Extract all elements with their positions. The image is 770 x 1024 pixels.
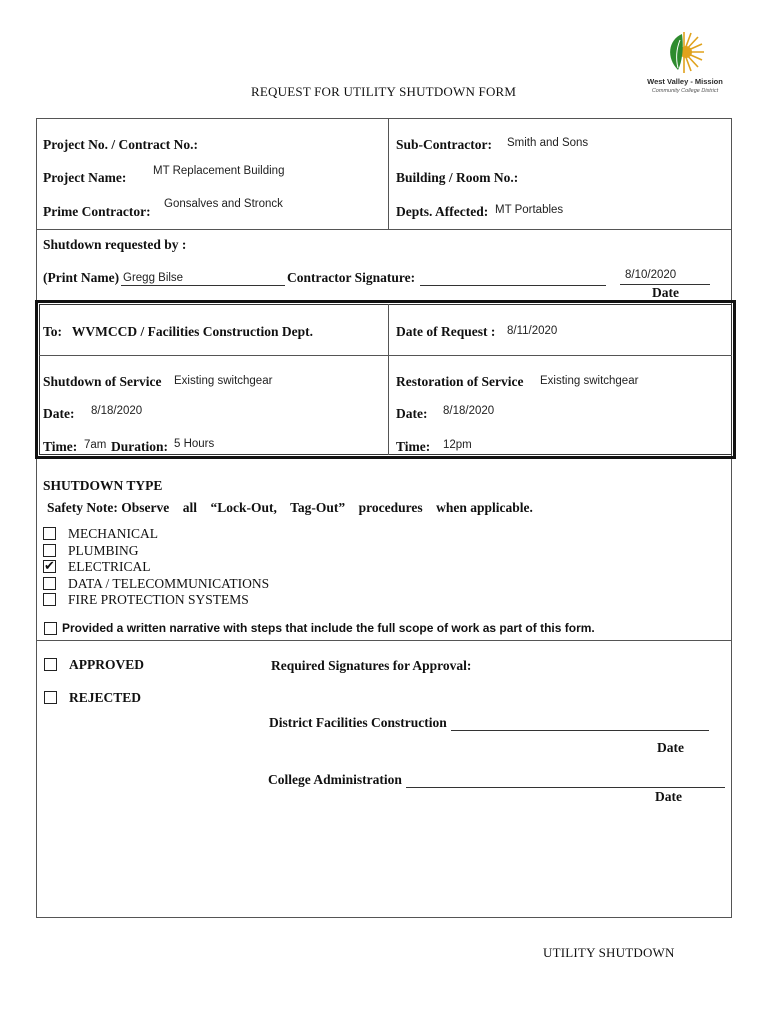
prime-contractor-value[interactable]: Gonsalves and Stronck [164,198,283,210]
mechanical-checkbox[interactable] [43,527,56,540]
shutdown-type-plumbing[interactable] [43,543,303,560]
duration-label: Duration: [111,439,168,454]
subcontractor-label: Sub-Contractor: [396,137,492,152]
restoration-date-label: Date: [396,406,428,421]
shutdown-type-electrical[interactable] [43,559,303,576]
district-logo [640,32,730,98]
narrative-checkbox[interactable] [44,622,57,635]
shutdown-time-value[interactable]: 7am [84,439,107,451]
rejected-checkbox[interactable] [44,691,57,704]
district-facilities-signature-line[interactable] [451,730,709,731]
shutdown-date-label: Date: [43,406,75,421]
approved-label: APPROVED [69,657,144,672]
data-telecom-checkbox[interactable] [43,577,56,590]
contractor-signature-label: Contractor Signature: [287,270,416,285]
shutdown-time-label: Time: [43,439,78,454]
restoration-date-value[interactable]: 8/18/2020 [443,405,495,417]
building-room-label: Building / Room No.: [396,170,519,185]
signature-date-value[interactable]: 8/10/2020 [625,269,677,281]
fire-protection-label: FIRE PROTECTION SYSTEMS [68,592,249,607]
plumbing-label: PLUMBING [68,542,139,558]
district-facilities-date-label: Date [657,740,684,755]
print-name-value[interactable]: Gregg Bilse [123,272,184,284]
leaf-sun-logo-icon [662,32,706,74]
project-no-label: Project No. / Contract No.: [43,137,198,152]
form-title: REQUEST FOR UTILITY SHUTDOWN FORM [251,84,517,99]
contractor-signature-line[interactable] [420,285,606,286]
date-of-request-label: Date of Request : [396,324,496,339]
to-line: To: WVMCCD / Facilities Construction Dept. [43,324,313,339]
electrical-label: ELECTRICAL [68,559,151,574]
plumbing-checkbox[interactable] [43,544,56,557]
date-of-request-value[interactable]: 8/11/2020 [507,325,558,337]
top-section-divider [36,229,732,230]
narrative-label: Provided a written narrative with steps that include the full scope of work as part of this form. [62,621,595,635]
shutdown-type-data-telecom[interactable] [43,576,303,593]
college-admin-label: College Administration [268,772,402,787]
shutdown-type-heading: SHUTDOWN TYPE [43,478,163,493]
project-name-value[interactable]: MT Replacement Building [153,165,285,177]
block-row-divider [39,355,732,356]
duration-value[interactable]: 5 Hours [174,438,215,450]
college-admin-date-label: Date [655,789,682,804]
restoration-time-label: Time: [396,439,431,454]
shutdown-type-mechanical[interactable] [43,526,303,543]
prime-contractor-label: Prime Contractor: [43,204,151,219]
check-mark-icon: ✔ [44,559,55,574]
logo-line2: Community College District [651,88,719,94]
shutdown-of-service-value[interactable]: Existing switchgear [174,375,273,387]
fire-protection-checkbox[interactable] [43,593,56,606]
block-column-divider [388,304,389,455]
shutdown-type-fire-protection[interactable] [43,592,303,609]
narrative-divider [36,640,732,641]
restoration-of-service-value[interactable]: Existing switchgear [540,375,639,387]
signature-date-label: Date [652,285,679,300]
required-signatures-label: Required Signatures for Approval: [271,658,472,673]
shutdown-date-value[interactable]: 8/18/2020 [91,405,143,417]
footer-label: UTILITY SHUTDOWN [543,945,675,960]
restoration-time-value[interactable]: 12pm [443,439,472,451]
logo-line1: West Valley - Mission [647,77,723,86]
depts-affected-label: Depts. Affected: [396,204,489,219]
project-name-label: Project Name: [43,170,127,185]
mechanical-label: MECHANICAL [68,526,158,541]
safety-note: Safety Note: Observe all “Lock-Out, Tag-Out” procedures when applicable. [47,500,533,515]
depts-affected-value[interactable]: MT Portables [495,204,564,216]
print-name-label: (Print Name) [43,270,120,285]
restoration-of-service-label: Restoration of Service [396,374,524,389]
approved-checkbox[interactable] [44,658,57,671]
shutdown-requested-by-label: Shutdown requested by : [43,237,187,252]
subcontractor-value[interactable]: Smith and Sons [507,137,589,149]
print-name-line [121,285,285,286]
top-column-divider [388,118,389,230]
shutdown-of-service-label: Shutdown of Service [43,374,162,389]
rejected-label: REJECTED [69,690,142,705]
college-admin-signature-line[interactable] [406,787,725,788]
district-facilities-label: District Facilities Construction [269,715,447,730]
data-telecom-label: DATA / TELECOMMUNICATIONS [68,575,270,591]
